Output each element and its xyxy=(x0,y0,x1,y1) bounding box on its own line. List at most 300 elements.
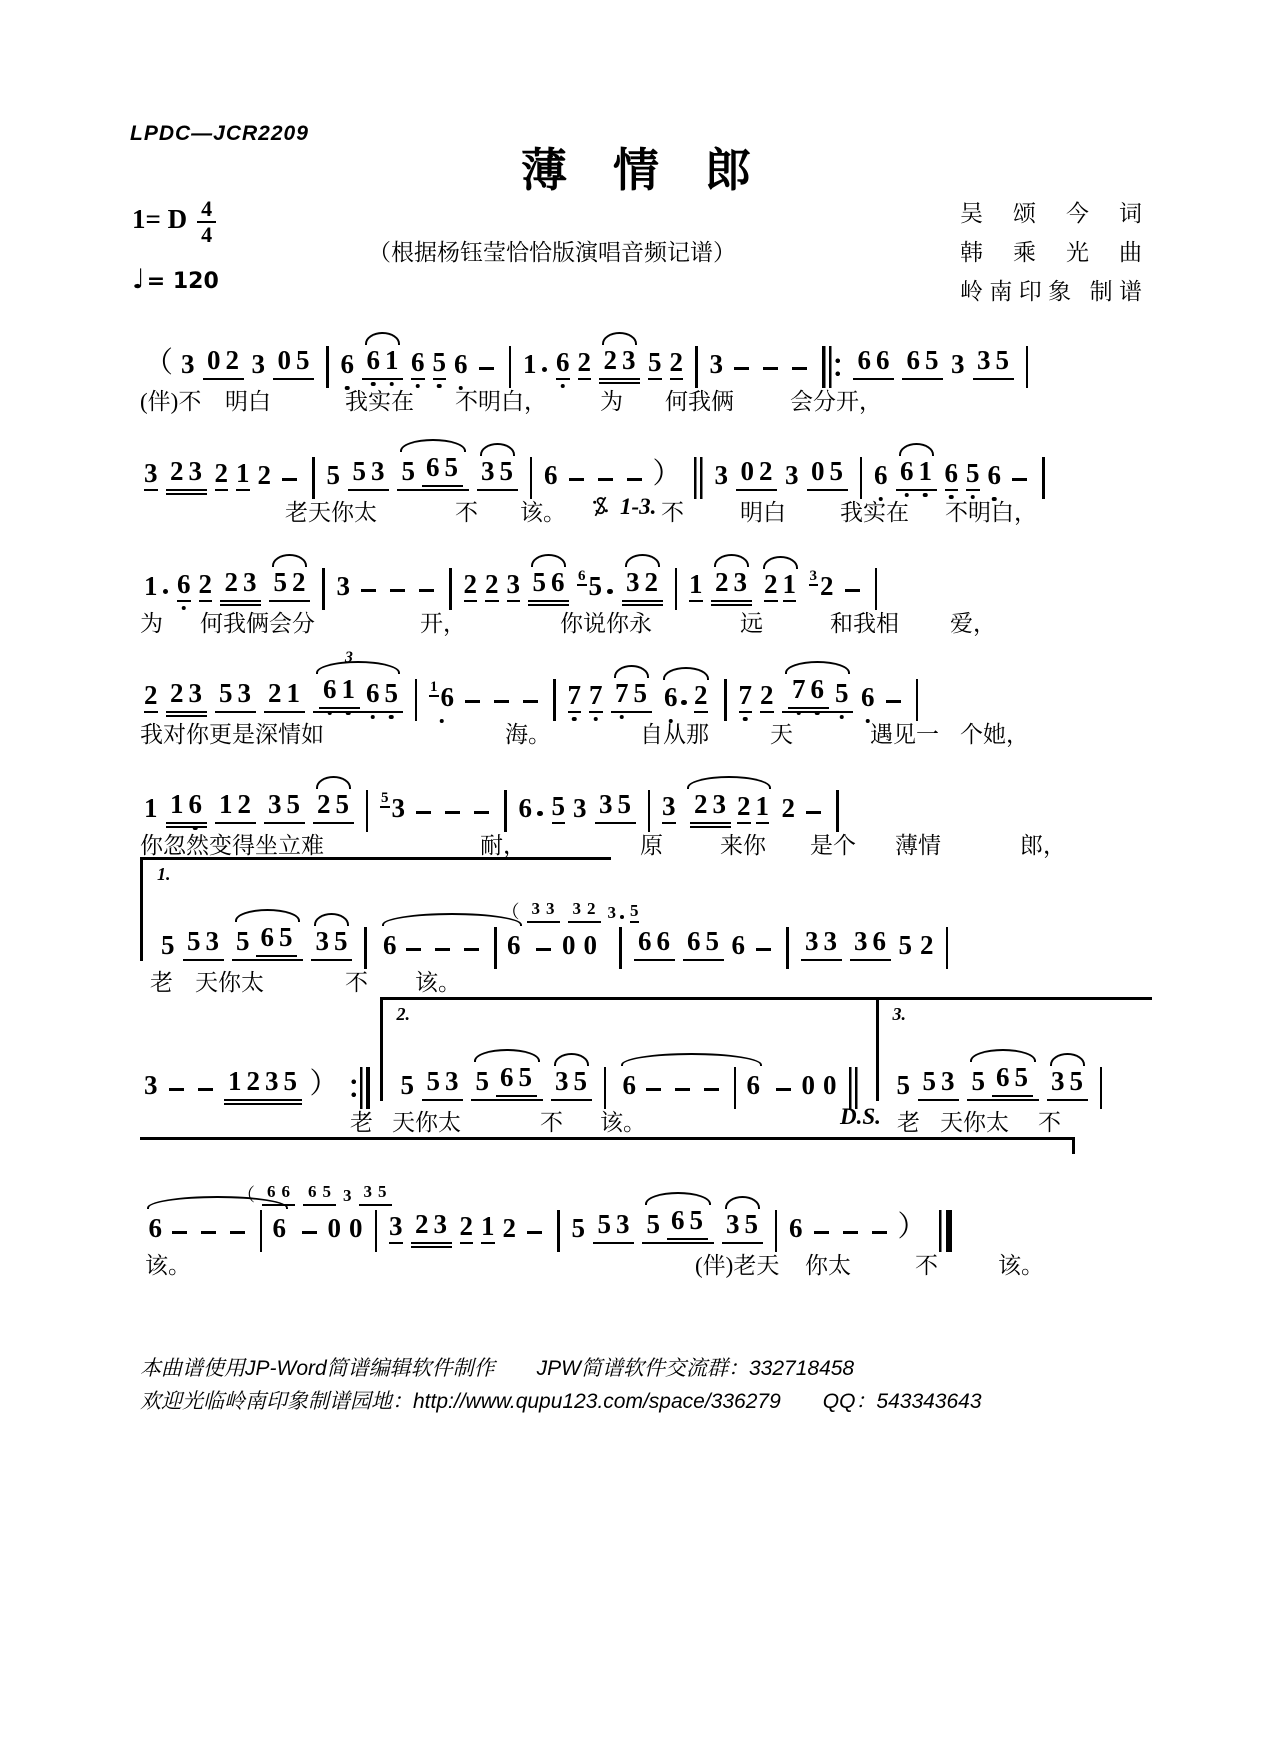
note: 5 xyxy=(385,679,399,709)
note: 2 xyxy=(237,789,251,820)
note: 7 xyxy=(792,675,806,705)
grace-note: 6 xyxy=(578,568,586,584)
note: 6 xyxy=(341,350,355,380)
note: 5 xyxy=(273,567,287,598)
lyrics-row xyxy=(140,1104,1152,1137)
note: 3 xyxy=(555,1066,569,1097)
note: 5 xyxy=(744,1209,758,1240)
note: 5 xyxy=(898,930,912,961)
beam-group xyxy=(262,1183,295,1206)
note: 3 xyxy=(445,1066,459,1097)
duration-dash xyxy=(169,1088,184,1092)
low-octave-dot xyxy=(346,711,351,716)
low-octave-dot xyxy=(815,711,820,716)
beam-group xyxy=(667,1206,708,1240)
note: 5 xyxy=(326,460,340,491)
note: 3 xyxy=(188,678,202,709)
lyric-run: 郎， xyxy=(1020,833,1066,858)
segno-icon xyxy=(592,495,609,518)
lyric-run: 远 xyxy=(740,611,763,636)
note: 6 5 xyxy=(578,568,602,602)
note: 5 xyxy=(630,902,639,923)
duration-dash xyxy=(523,700,538,704)
volta-label: 1. xyxy=(157,864,171,884)
note: 2 xyxy=(460,1212,474,1244)
note: 3 xyxy=(626,567,640,598)
system xyxy=(140,302,1152,413)
beam-group xyxy=(166,790,207,824)
note: 6 xyxy=(260,922,274,953)
note: 5 xyxy=(829,456,844,487)
catalog-number: LPDC—JCR2209 xyxy=(130,122,309,145)
barline xyxy=(494,927,497,969)
lyric-run: 来你 xyxy=(720,833,766,858)
segment xyxy=(140,346,1036,380)
note: 6 xyxy=(988,461,1002,491)
composer-credit: 韩 乘 光 曲 xyxy=(960,240,1142,265)
note: 0 xyxy=(583,930,597,961)
lyric-run: 该。 xyxy=(520,500,566,525)
low-octave-dot xyxy=(797,711,802,716)
note: 2 xyxy=(170,456,184,487)
note: 6 xyxy=(267,1182,276,1202)
note: 3 xyxy=(572,899,581,919)
note: 7 xyxy=(739,681,753,713)
parenthesis: ） xyxy=(652,458,682,491)
duration-dash xyxy=(814,1231,829,1235)
augmentation-dot xyxy=(620,915,624,919)
note: 3 xyxy=(573,793,587,824)
note: 6 xyxy=(857,345,872,376)
lyrics-row xyxy=(140,964,1152,997)
key-text: 1= D xyxy=(132,204,188,235)
note: 5 xyxy=(971,1066,986,1097)
note: 3 xyxy=(854,926,868,957)
note: 0 xyxy=(327,1213,341,1244)
footer-software-note: 本曲谱使用JP-Word简谱编辑软件制作 JPW简谱软件交流群：332718458 xyxy=(140,1357,855,1380)
segment xyxy=(140,568,885,602)
parenthesis: （ xyxy=(501,902,520,923)
note: 3 xyxy=(599,789,613,820)
note: 6 xyxy=(900,457,914,487)
note: 2 xyxy=(268,678,282,709)
note: 5 3 xyxy=(381,790,405,824)
note: 3 xyxy=(481,456,495,487)
barline xyxy=(875,568,878,610)
note: 0 xyxy=(740,456,755,487)
note: 1 xyxy=(219,789,233,820)
note: 3 xyxy=(363,1182,372,1202)
note: 2 xyxy=(587,899,596,919)
barline xyxy=(695,346,698,388)
note: 7 xyxy=(615,679,629,709)
augmentation-dot xyxy=(163,589,169,595)
barline xyxy=(619,927,622,969)
note: 3 xyxy=(977,345,991,376)
note: 6 xyxy=(872,926,886,957)
beam-group xyxy=(313,790,354,824)
note: 3 xyxy=(268,789,282,820)
beam-group xyxy=(736,457,777,491)
note: 2 xyxy=(694,681,708,713)
duration-dash xyxy=(598,478,613,482)
duration-dash xyxy=(1012,478,1027,482)
beam-group xyxy=(269,568,310,602)
transcriber-credit: 岭南印象 制谱 xyxy=(960,279,1142,304)
note: 6 xyxy=(731,930,745,961)
note: 3 xyxy=(389,1212,403,1244)
beam-group xyxy=(256,923,297,957)
duration-dash xyxy=(361,589,376,593)
barline xyxy=(504,790,507,832)
parenthesis: （ xyxy=(144,347,174,380)
note: 3 xyxy=(546,899,555,919)
beam-group xyxy=(634,927,675,961)
beam-group xyxy=(788,675,829,709)
note: 0 xyxy=(349,1213,363,1244)
beam-group xyxy=(273,346,314,380)
lyric-run: 不 xyxy=(455,500,478,525)
tempo-value: = 120 xyxy=(146,269,219,294)
barline xyxy=(694,457,703,499)
note: 6 xyxy=(906,345,921,376)
note: 3 xyxy=(237,678,251,709)
beam-group xyxy=(232,923,304,961)
notes-row xyxy=(140,746,1152,824)
system xyxy=(140,1137,1152,1280)
duration-dash xyxy=(201,1231,216,1235)
lyric-run: 不 xyxy=(915,1253,938,1278)
lyric-run: 老天你太 xyxy=(285,500,377,525)
note: 5 xyxy=(187,926,201,957)
beam-group xyxy=(690,790,731,824)
beam-group xyxy=(411,1210,452,1244)
beam-group xyxy=(593,1210,634,1244)
cue-notes xyxy=(499,900,642,923)
segment xyxy=(140,675,926,713)
note: 6 xyxy=(656,926,670,957)
barline xyxy=(1042,457,1045,499)
beam-group xyxy=(422,453,463,487)
note: 6 xyxy=(996,1062,1010,1093)
lyrics-row xyxy=(140,383,1152,413)
augmentation-dot xyxy=(542,367,548,373)
note: 5 xyxy=(597,1209,611,1240)
barline xyxy=(312,457,315,499)
lyric-run: 1-3. xyxy=(620,494,657,519)
lyric-run: 该。 xyxy=(998,1253,1044,1278)
lyric-run xyxy=(592,494,612,520)
note: 6 xyxy=(272,1213,286,1244)
barline xyxy=(675,568,678,610)
lyricist-credit: 吴 颂 今 词 xyxy=(960,201,1142,226)
beam-group xyxy=(528,568,569,602)
barline xyxy=(604,1067,607,1109)
barline xyxy=(364,927,367,969)
beam-group xyxy=(992,1063,1033,1097)
duration-dash xyxy=(675,1088,690,1092)
note: 1 xyxy=(689,570,703,602)
duration-dash xyxy=(464,948,479,952)
augmentation-dot xyxy=(681,700,687,706)
note: 3 xyxy=(343,1186,352,1206)
note: 5 xyxy=(633,678,647,709)
beam-group xyxy=(807,457,848,491)
lyric-run: 明白 xyxy=(740,500,786,525)
note: 6 xyxy=(518,793,532,824)
beam-group xyxy=(220,568,261,602)
note: 2 xyxy=(737,792,751,824)
meter-numerator: 4 xyxy=(197,198,216,223)
lyric-run: 天 xyxy=(770,722,793,747)
note: 5 xyxy=(296,345,310,376)
beam-group xyxy=(853,346,894,380)
notes-row xyxy=(140,413,1152,491)
note: 3 xyxy=(607,903,616,923)
beam-group xyxy=(551,1067,592,1101)
note: 5 xyxy=(648,348,662,380)
note: 1 xyxy=(523,349,537,380)
note: 2 xyxy=(759,456,773,487)
lyric-run: 天你太 xyxy=(940,1110,1009,1135)
lyric-run: 你忽然变得坐立难 xyxy=(140,833,324,858)
duration-dash xyxy=(406,948,421,952)
lyric-run: 会分开， xyxy=(790,389,882,414)
note: 2 xyxy=(502,1213,516,1244)
note: 0 xyxy=(801,1070,816,1101)
duration-dash xyxy=(536,948,551,952)
lyric-run: 我对你更是深情如 xyxy=(140,722,324,747)
note: 2 xyxy=(670,348,684,380)
beam-group xyxy=(568,900,601,923)
lyric-run: 我实在 xyxy=(840,500,909,525)
grace-note: 1 xyxy=(430,679,438,695)
note: 5 xyxy=(896,1070,911,1101)
duration-dash xyxy=(872,1231,887,1235)
augmentation-dot xyxy=(537,811,543,817)
lyric-run: 遇见一 xyxy=(870,722,939,747)
note: 6 xyxy=(874,461,888,491)
duration-dash xyxy=(282,478,297,482)
note: 3 xyxy=(188,456,202,487)
note: 3 xyxy=(616,1209,630,1240)
lyric-run: 不 xyxy=(1038,1110,1061,1135)
note: 7 xyxy=(589,681,603,713)
beam-group xyxy=(166,457,207,491)
note: 5 xyxy=(835,679,849,709)
beam-group xyxy=(183,927,224,961)
beam-group xyxy=(313,675,403,713)
lyric-run: 何我俩 xyxy=(665,389,734,414)
barline xyxy=(553,679,556,721)
lyric-run: 不明白， xyxy=(945,500,1037,525)
note: 0 xyxy=(811,456,825,487)
beam-group xyxy=(397,453,469,491)
lyric-run: 该。 xyxy=(600,1110,646,1135)
note: 2 xyxy=(485,570,499,602)
note: 1 xyxy=(236,459,250,491)
lyric-run: 我实在 xyxy=(345,389,414,414)
notes-row xyxy=(140,635,1152,713)
lyrics-row xyxy=(140,716,1152,746)
lyric-run: (伴)不 xyxy=(140,389,202,414)
barline xyxy=(946,927,949,969)
system xyxy=(140,997,1152,1137)
note: 6 xyxy=(177,570,191,602)
system xyxy=(140,524,1152,635)
note: 0 xyxy=(207,345,221,376)
note: 5 xyxy=(161,930,175,961)
duration-dash xyxy=(627,478,642,482)
duration-dash xyxy=(886,700,901,704)
augmentation-dot xyxy=(607,589,613,595)
lyric-run: 该。 xyxy=(145,1253,191,1278)
note: 3 xyxy=(951,349,965,380)
barline xyxy=(322,568,325,610)
note: 1 xyxy=(481,1212,495,1244)
lyrics-row xyxy=(140,605,1152,635)
barline xyxy=(449,568,452,610)
system xyxy=(140,413,1152,524)
beam-group xyxy=(348,457,389,491)
note: 5 xyxy=(283,1066,297,1097)
note: 2 xyxy=(246,1066,260,1097)
note: 6 xyxy=(411,348,425,380)
note: 3 xyxy=(709,349,724,380)
note: 6 xyxy=(383,930,397,961)
note: 5 xyxy=(617,789,631,820)
note: 3 xyxy=(662,792,676,824)
beam-group xyxy=(471,1063,543,1101)
note: 5 xyxy=(1069,1066,1084,1097)
note: 3 xyxy=(726,1209,740,1240)
note: 5 xyxy=(219,678,233,709)
segment xyxy=(611,927,956,961)
note: 5 xyxy=(475,1066,490,1097)
lyric-run: 个她， xyxy=(960,722,1029,747)
lyric-run: 耐， xyxy=(480,833,526,858)
note: 6 xyxy=(638,926,652,957)
lyrics-row xyxy=(140,1247,1152,1280)
duration-dash xyxy=(465,700,480,704)
duration-dash xyxy=(792,367,807,371)
note: 2 xyxy=(144,681,158,713)
key-signature xyxy=(132,198,216,246)
note: 3 xyxy=(205,926,219,957)
score-header xyxy=(130,112,1142,302)
note: 6 xyxy=(189,790,203,820)
volta-segment xyxy=(380,997,876,1101)
duration-dash xyxy=(806,811,821,815)
note: 2 xyxy=(415,1209,429,1240)
note: 3 xyxy=(181,349,195,380)
duration-dash xyxy=(527,1231,542,1235)
beam-group xyxy=(1047,1067,1088,1101)
beam-group xyxy=(215,679,256,713)
segment xyxy=(140,453,1053,491)
time-signature xyxy=(197,198,216,246)
note: 5 xyxy=(322,1182,331,1202)
barline xyxy=(366,790,369,832)
volta-segment xyxy=(876,997,1152,1101)
note: 0 xyxy=(277,345,292,376)
barline xyxy=(1026,346,1029,388)
lyric-run: 不 xyxy=(661,500,684,525)
note: 6 xyxy=(148,1213,162,1244)
beam-group xyxy=(782,675,854,713)
note: 3 xyxy=(265,1066,279,1097)
note: 5 xyxy=(499,456,513,487)
song-title: 薄情郎 xyxy=(521,145,797,196)
tempo-marking xyxy=(132,264,219,295)
notes-row xyxy=(140,857,1152,961)
duration-dash xyxy=(756,948,771,952)
duration-dash xyxy=(172,1231,187,1235)
lyric-run: 该。 xyxy=(415,970,461,995)
beam-group xyxy=(611,679,652,713)
notes-row xyxy=(140,524,1152,602)
note: 1 xyxy=(783,570,797,602)
note: 6 xyxy=(367,346,381,376)
lyric-run: 为 xyxy=(600,389,623,414)
note: 2 xyxy=(292,567,306,598)
note: 6 xyxy=(507,930,521,961)
beam-group xyxy=(215,790,256,824)
meter-denominator: 4 xyxy=(201,222,213,247)
duration-dash xyxy=(435,948,450,952)
note: 6 xyxy=(664,683,678,713)
lyric-run: 自从那 xyxy=(640,722,709,747)
note: 0 xyxy=(562,930,576,961)
lyric-run: 天你太 xyxy=(195,970,264,995)
beam-group xyxy=(362,346,403,380)
note: 5 xyxy=(689,1205,703,1236)
note: 2 xyxy=(225,345,240,376)
note: 5 xyxy=(352,456,366,487)
duration-dash xyxy=(494,700,509,704)
duration-dash xyxy=(704,1088,719,1092)
note: 2 xyxy=(694,789,708,820)
note: 3 xyxy=(336,571,350,602)
barline xyxy=(849,1067,858,1109)
duration-dash xyxy=(390,589,405,593)
lyric-run: 为 xyxy=(140,611,163,636)
note: 3 xyxy=(733,567,747,598)
note: 6 xyxy=(366,679,380,709)
lyric-run: 爱， xyxy=(950,611,996,636)
lyric-run: 不明白， xyxy=(455,389,547,414)
system xyxy=(140,857,1152,997)
beam-group xyxy=(722,1210,763,1244)
note: 5 xyxy=(922,1066,937,1097)
note: 2 xyxy=(644,567,658,598)
duration-dash xyxy=(734,367,749,371)
note: 2 xyxy=(603,345,618,376)
note: 1 xyxy=(919,457,933,487)
note: 3 xyxy=(243,567,257,598)
cue-notes xyxy=(234,1183,396,1206)
note: 2 xyxy=(215,459,229,491)
note: 5 xyxy=(966,459,980,491)
beam-group xyxy=(599,346,640,380)
volta-label: 2. xyxy=(396,1004,411,1024)
beam-group xyxy=(379,899,639,961)
note: 3 xyxy=(941,1066,955,1097)
lyric-run: 你说你永 xyxy=(560,611,652,636)
beam-group xyxy=(477,457,518,491)
barline xyxy=(1100,1067,1103,1109)
note: 5 xyxy=(400,1070,415,1101)
